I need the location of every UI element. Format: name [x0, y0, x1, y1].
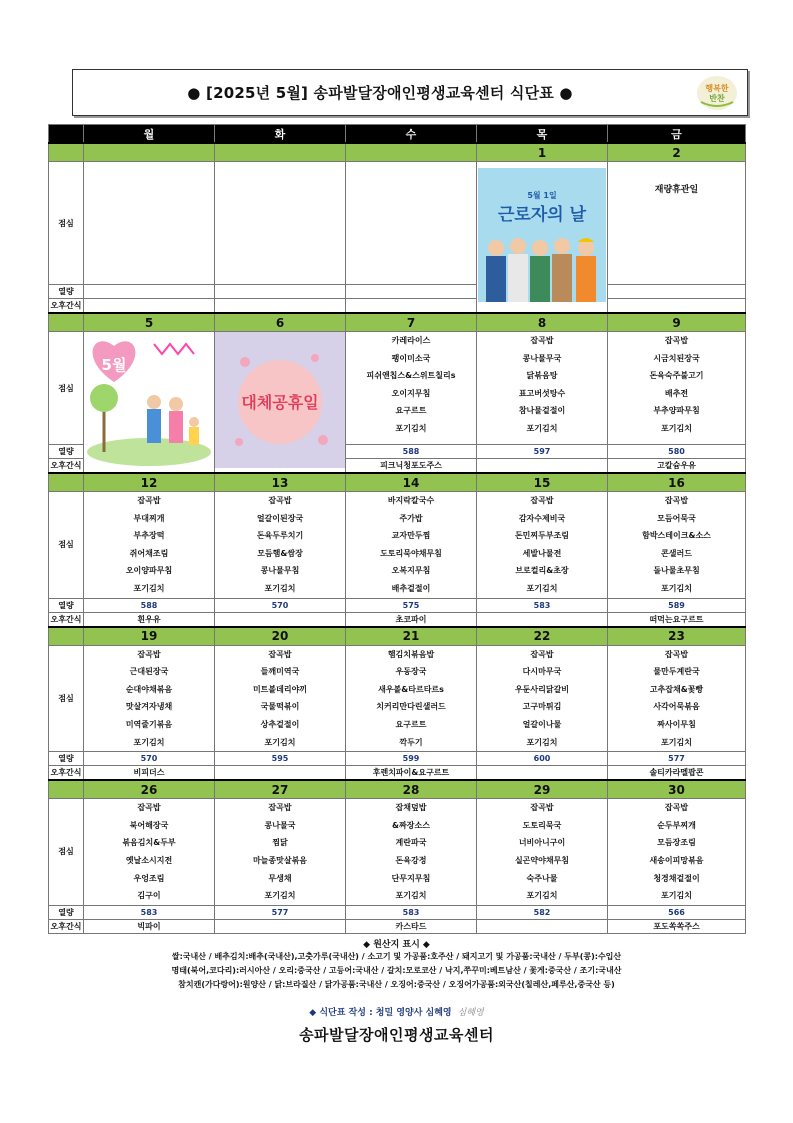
lunch-cell — [346, 799, 477, 906]
menu-item: 잡곡밥 — [664, 649, 689, 659]
lunch-cell — [346, 332, 477, 445]
center-name: 송파발달장애인평생교육센터 — [299, 1026, 494, 1044]
menu-item: 부추장떡 — [133, 531, 165, 541]
date-cell: 26 — [84, 780, 215, 799]
menu-item: 잡곡밥 — [268, 496, 292, 505]
lunch-cell — [608, 492, 746, 599]
date-cell: 6 — [215, 313, 346, 332]
calories-row — [49, 905, 746, 919]
menu-item: 잡곡밥 — [664, 336, 689, 345]
menu-item: 오이지무침 — [391, 388, 431, 398]
snack-cell: 포도쏙쏙주스 — [608, 919, 746, 933]
calories-label: 열량 — [49, 598, 84, 612]
calories-cell: 575 — [346, 598, 477, 612]
menu-item: 콩나물무침 — [260, 566, 300, 576]
lunch-label: 점심 — [49, 162, 84, 285]
menu-item: 함박스테이크&소스 — [642, 531, 711, 541]
menu-item: 근대된장국 — [129, 667, 169, 677]
snack-label: 오후간식 — [49, 612, 84, 627]
menu-item: 포기김치 — [395, 423, 427, 433]
lunch-cell — [608, 332, 746, 445]
labor-day-image — [477, 162, 608, 314]
date-cell: 28 — [346, 780, 477, 799]
snack-cell: 피크닉청포도주스 — [346, 459, 477, 474]
menu-item: 잡곡밥 — [137, 649, 161, 659]
menu-item: 포기김치 — [526, 891, 558, 901]
menu-item: 바지락칼국수 — [387, 496, 435, 505]
lunch-cell — [84, 645, 215, 752]
date-cell: 16 — [608, 473, 746, 492]
menu-item: 모듬햄&쌈장 — [257, 548, 303, 558]
lunch-row — [49, 162, 746, 285]
lunch-cell — [608, 162, 746, 285]
date-cell: 8 — [477, 313, 608, 332]
calories-cell: 570 — [215, 598, 346, 612]
menu-item: 잡곡밥 — [268, 649, 292, 659]
date-cell: 12 — [84, 473, 215, 492]
date-label-cell — [49, 627, 84, 646]
menu-item: 단무지무침 — [391, 873, 431, 883]
menu-item: 우동장국 — [395, 667, 427, 677]
date-row — [49, 143, 746, 162]
menu-item: 햄김치볶음밥 — [387, 649, 435, 659]
origin-line: 명태(북어,코다리):러시아산 / 오리:중국산 / 고등어:국내산 / 갈치:모로코산 / 낙지,쭈꾸미:베트남산 / 꽃게:중국산 / 조기:국내산 — [171, 966, 622, 975]
origin-section — [48, 937, 745, 992]
date-cell: 7 — [346, 313, 477, 332]
menu-item: 상추겉절이 — [260, 719, 300, 729]
page-title: ● [2025년 5월] 송파발달장애인평생교육센터 식단표 ● — [187, 84, 573, 102]
lunch-cell — [215, 492, 346, 599]
weekday-thu: 목 — [477, 125, 608, 144]
calories-row — [49, 285, 746, 299]
lunch-cell — [215, 799, 346, 906]
calories-cell: 595 — [215, 752, 346, 766]
menu-item: 포기김치 — [661, 891, 692, 901]
calories-row — [49, 752, 746, 766]
menu-item: 콩나물무국 — [522, 353, 562, 363]
snack-label: 오후간식 — [49, 919, 84, 933]
snack-row — [49, 766, 746, 781]
lunch-cell — [346, 162, 477, 285]
lunch-row — [49, 332, 746, 445]
date-cell: 22 — [477, 627, 608, 646]
menu-item: 순두부찌개 — [657, 820, 696, 830]
may-family-illustration — [84, 332, 214, 468]
date-row — [49, 473, 746, 492]
menu-item: 카레라이스 — [391, 336, 431, 345]
calories-label: 열량 — [49, 905, 84, 919]
lunch-cell — [477, 492, 608, 599]
snack-cell: 빅파이 — [84, 919, 215, 933]
snack-cell: 고칼슘우유 — [608, 459, 746, 474]
lunch-cell — [346, 492, 477, 599]
snack-cell — [477, 612, 608, 627]
menu-item: 요구르트 — [395, 406, 427, 416]
menu-item: 옛날소시지전 — [125, 855, 173, 865]
menu-table — [48, 124, 746, 934]
origin-line: 참치캔(가다랑어):원양산 / 닭:브라질산 / 닭가공품:국내산 / 오징어:중국산 / 오징어가공품:외국산(칠레산,페루산,중국산 등) — [178, 980, 615, 989]
labor-day-illustration — [478, 168, 606, 302]
date-cell: 2 — [608, 143, 746, 162]
author-line — [48, 1005, 745, 1018]
weekday-tue: 화 — [215, 125, 346, 144]
menu-item: 피쉬앤칩스&스위트칠리s — [366, 371, 456, 381]
snack-cell — [215, 766, 346, 781]
menu-item: 잡곡밥 — [530, 496, 554, 505]
date-cell: 15 — [477, 473, 608, 492]
menu-item: 시금치된장국 — [653, 353, 700, 363]
weekday-wed: 수 — [346, 125, 477, 144]
menu-item: 잡곡밥 — [137, 496, 161, 505]
calories-cell: 577 — [608, 752, 746, 766]
menu-item: 포기김치 — [661, 583, 692, 593]
date-row — [49, 627, 746, 646]
lunch-label: 점심 — [49, 492, 84, 599]
date-cell — [84, 143, 215, 162]
date-cell — [346, 143, 477, 162]
menu-item: 청경채겉절이 — [653, 873, 700, 883]
snack-cell — [215, 299, 346, 314]
lunch-row — [49, 645, 746, 752]
calories-cell: 588 — [84, 598, 215, 612]
date-cell: 5 — [84, 313, 215, 332]
menu-item: 우엉조림 — [133, 873, 165, 883]
snack-cell: 흰우유 — [84, 612, 215, 627]
snack-row — [49, 919, 746, 933]
menu-item: 얼갈이나물 — [522, 719, 562, 729]
snack-row — [49, 612, 746, 627]
menu-item: 맛살겨자냉채 — [125, 702, 173, 712]
menu-item: 들깨미역국 — [260, 667, 300, 677]
menu-item: &짜장소스 — [392, 820, 430, 830]
menu-item: 포기김치 — [264, 737, 296, 747]
calories-row — [49, 598, 746, 612]
lunch-cell — [346, 645, 477, 752]
menu-item: 짜사이무침 — [657, 719, 696, 729]
lunch-cell — [84, 492, 215, 599]
date-cell: 27 — [215, 780, 346, 799]
menu-item: 주가밥 — [399, 513, 423, 523]
menu-item: 오복지무침 — [391, 566, 431, 576]
menu-item: 참나물겉절이 — [518, 406, 566, 416]
menu-item: 숙주나물 — [526, 873, 558, 883]
lunch-cell — [84, 162, 215, 285]
menu-item: 계란파국 — [395, 838, 427, 848]
menu-item: 볶음김치&두부 — [122, 838, 176, 848]
calories-cell: 580 — [608, 445, 746, 459]
author-text: ◆ 식단표 작성 : 청밀 영양사 심혜영 — [309, 1008, 452, 1018]
menu-item: 모듬장조림 — [657, 838, 696, 848]
menu-item: 돌나물초무침 — [653, 566, 700, 576]
menu-item: 김구이 — [137, 891, 161, 901]
weekday-fri: 금 — [608, 125, 746, 144]
calories-cell — [84, 285, 215, 299]
calories-label: 열량 — [49, 285, 84, 299]
menu-item: 배추겉절이 — [391, 583, 431, 593]
menu-item: 미트볼데리야끼 — [252, 684, 308, 694]
calories-cell: 599 — [346, 752, 477, 766]
date-cell: 30 — [608, 780, 746, 799]
menu-item: 마늘종맛살볶음 — [252, 855, 308, 865]
labor-day-date: 5월 1일 — [527, 191, 557, 200]
menu-item: 포기김치 — [526, 423, 558, 433]
snack-cell: 후렌치파이&요구르트 — [346, 766, 477, 781]
snack-label: 오후간식 — [49, 766, 84, 781]
menu-item: 브로컬리&초장 — [515, 566, 569, 576]
date-cell — [215, 143, 346, 162]
calories-cell: 589 — [608, 598, 746, 612]
menu-item: 배추전 — [664, 388, 689, 398]
weekday-header-row — [49, 125, 746, 144]
calories-cell: 583 — [477, 598, 608, 612]
may-label: 5월 — [101, 356, 127, 374]
calories-cell — [608, 285, 746, 299]
snack-label: 오후간식 — [49, 299, 84, 314]
menu-item: 우둔사리닭갈비 — [514, 684, 570, 694]
date-cell: 29 — [477, 780, 608, 799]
date-label-cell — [49, 473, 84, 492]
date-label-cell — [49, 313, 84, 332]
menu-item: 무생채 — [268, 873, 292, 883]
lunch-row — [49, 492, 746, 599]
menu-item: 오이양파무침 — [125, 566, 173, 576]
calories-cell: 570 — [84, 752, 215, 766]
substitute-holiday-illustration — [215, 332, 345, 468]
menu-item: 콘샐러드 — [661, 548, 692, 558]
snack-cell — [215, 919, 346, 933]
menu-item: 고구마튀김 — [522, 702, 562, 712]
lunch-label: 점심 — [49, 332, 84, 445]
snack-cell: 카스타드 — [346, 919, 477, 933]
calories-cell — [346, 285, 477, 299]
menu-item: 잡곡밥 — [137, 803, 161, 813]
menu-item: 돈민찌두부조림 — [514, 531, 570, 541]
labor-day-title: 근로자의 날 — [497, 205, 587, 225]
calories-cell: 597 — [477, 445, 608, 459]
signature: 심혜영 — [457, 1008, 484, 1018]
calories-cell: 600 — [477, 752, 608, 766]
lunch-cell — [477, 332, 608, 445]
logo-icon — [695, 74, 739, 112]
snack-cell — [477, 459, 608, 474]
snack-cell — [608, 299, 746, 314]
menu-item: 콩나물국 — [264, 820, 296, 830]
menu-item: 얼갈이된장국 — [256, 513, 304, 523]
lunch-cell — [477, 645, 608, 752]
menu-item: 잡곡밥 — [530, 336, 554, 345]
menu-item: 포기김치 — [264, 583, 296, 593]
menu-item: 재량휴관일 — [654, 185, 699, 195]
menu-item: 부대찌개 — [133, 513, 165, 523]
origin-line: 쌀:국내산 / 배추김치:배추(국내산),고춧가루(국내산) / 소고기 및 가공품:호주산 / 돼지고기 및 가공품:국내산 / 두부(콩):수입산 — [171, 952, 622, 961]
snack-cell — [215, 612, 346, 627]
menu-item: 새송이피망볶음 — [649, 855, 704, 865]
date-row — [49, 780, 746, 799]
calories-cell: 566 — [608, 905, 746, 919]
date-cell: 20 — [215, 627, 346, 646]
workers-icon — [486, 238, 596, 302]
date-cell: 21 — [346, 627, 477, 646]
menu-item: 쥐어채조림 — [129, 548, 169, 558]
menu-item: 닭볶음탕 — [526, 371, 558, 381]
menu-item: 모듬어묵국 — [657, 513, 696, 523]
date-cell: 23 — [608, 627, 746, 646]
menu-item: 잡곡밥 — [268, 803, 292, 813]
snack-cell — [84, 299, 215, 314]
menu-item: 표고버섯탕수 — [518, 388, 566, 398]
menu-item: 돈육두루치기 — [256, 531, 304, 541]
lunch-cell — [215, 645, 346, 752]
date-row — [49, 313, 746, 332]
substitute-holiday-image — [215, 332, 346, 474]
menu-item: 요구르트 — [395, 719, 427, 729]
menu-item: 너비아니구이 — [518, 838, 566, 848]
menu-item: 교자만두찜 — [391, 531, 431, 541]
snack-cell: 솔티카라멜팝콘 — [608, 766, 746, 781]
menu-item: 순대야채볶음 — [125, 684, 173, 694]
calories-cell: 583 — [346, 905, 477, 919]
svg-text:행복한: 행복한 — [705, 84, 729, 93]
menu-item: 찜닭 — [272, 838, 288, 848]
lunch-cell — [477, 799, 608, 906]
menu-item: 세발나물전 — [522, 548, 562, 558]
date-cell: 9 — [608, 313, 746, 332]
menu-item: 잡곡밥 — [664, 496, 689, 505]
snack-row — [49, 299, 746, 314]
date-label-cell — [49, 780, 84, 799]
lunch-cell — [84, 799, 215, 906]
calories-cell: 577 — [215, 905, 346, 919]
calories-cell — [215, 285, 346, 299]
snack-cell — [477, 766, 608, 781]
snack-cell: 비피더스 — [84, 766, 215, 781]
lunch-cell — [608, 799, 746, 906]
menu-item: 치커리만다린샐러드 — [376, 702, 446, 712]
menu-item: 포기김치 — [526, 583, 558, 593]
weekday-mon: 월 — [84, 125, 215, 144]
menu-item: 부추양파무침 — [653, 406, 700, 416]
calories-cell: 582 — [477, 905, 608, 919]
lunch-label: 점심 — [49, 799, 84, 906]
may-illustration — [84, 332, 215, 474]
menu-item: 포기김치 — [133, 737, 165, 747]
calories-label: 열량 — [49, 752, 84, 766]
origin-title: ◆ 원산지 표시 ◆ — [363, 940, 430, 950]
snack-cell: 떠먹는요구르트 — [608, 612, 746, 627]
menu-item: 포기김치 — [661, 737, 692, 747]
menu-item: 잡곡밥 — [530, 803, 554, 813]
menu-item: 깍두기 — [399, 737, 423, 747]
snack-cell: 초코파이 — [346, 612, 477, 627]
menu-item: 국물떡볶이 — [260, 702, 300, 712]
snack-cell — [346, 299, 477, 314]
substitute-holiday-text: 대체공휴일 — [241, 393, 319, 412]
menu-item: 포기김치 — [661, 423, 692, 433]
menu-item: 돈육숙주불고기 — [649, 371, 704, 381]
menu-item: 잡곡밥 — [664, 803, 689, 813]
menu-item: 포기김치 — [264, 891, 296, 901]
menu-item: 돈육강정 — [395, 855, 427, 865]
menu-item: 고추잡채&꽃빵 — [649, 684, 704, 694]
lunch-row — [49, 799, 746, 906]
menu-item: 포기김치 — [526, 737, 558, 747]
menu-item: 미역줄기볶음 — [125, 719, 173, 729]
menu-item: 실곤약야채무침 — [514, 855, 570, 865]
snack-label: 오후간식 — [49, 459, 84, 474]
svg-text:반찬: 반찬 — [709, 94, 725, 103]
menu-item: 새우볼&타르타르s — [378, 684, 444, 694]
menu-item: 팽이미소국 — [391, 353, 431, 363]
menu-item: 사각어묵볶음 — [653, 702, 700, 712]
menu-item: 다시마무국 — [522, 667, 562, 677]
menu-item: 도토리묵국 — [522, 820, 562, 830]
calories-cell: 588 — [346, 445, 477, 459]
menu-item: 북어해장국 — [129, 820, 169, 830]
snack-cell — [477, 919, 608, 933]
menu-item: 도토리묵야채무침 — [380, 548, 442, 558]
menu-item: 포기김치 — [395, 891, 427, 901]
lunch-label: 점심 — [49, 645, 84, 752]
menu-item: 잡곡밥 — [530, 649, 554, 659]
menu-item: 물만두계란국 — [653, 667, 700, 677]
title-box — [72, 69, 748, 116]
corner-cell — [49, 125, 84, 144]
calories-cell: 583 — [84, 905, 215, 919]
calories-label: 열량 — [49, 445, 84, 459]
lunch-cell — [215, 162, 346, 285]
menu-item: 포기김치 — [133, 583, 165, 593]
date-cell: 1 — [477, 143, 608, 162]
date-cell: 13 — [215, 473, 346, 492]
date-label-cell — [49, 143, 84, 162]
lunch-cell — [608, 645, 746, 752]
date-cell: 19 — [84, 627, 215, 646]
menu-item: 잡채덮밥 — [395, 803, 427, 813]
menu-item: 감자수제비국 — [518, 513, 566, 523]
date-cell: 14 — [346, 473, 477, 492]
